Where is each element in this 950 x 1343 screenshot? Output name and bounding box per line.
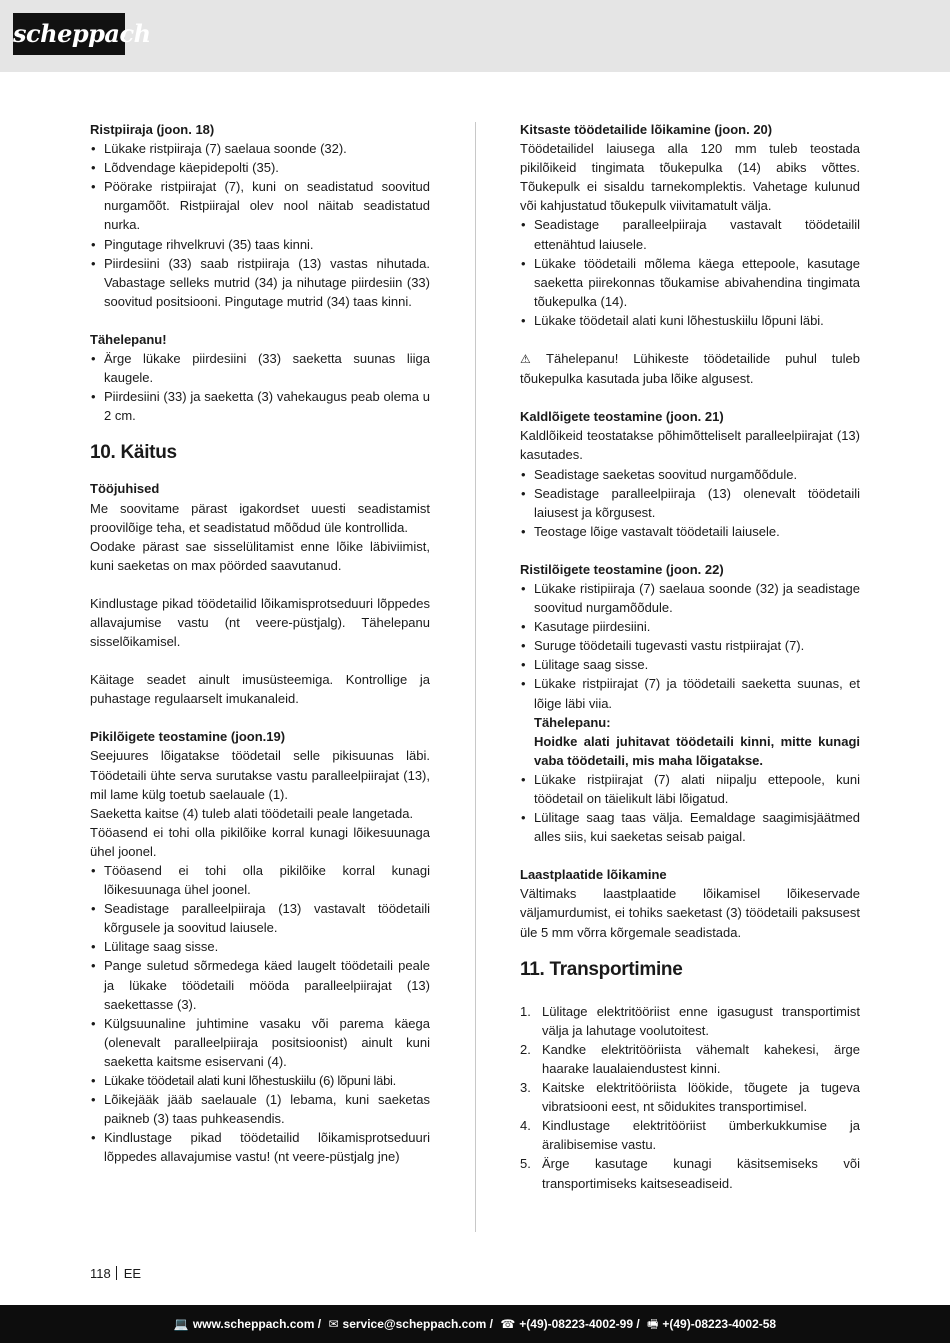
header-bar	[0, 0, 950, 72]
cross-cuts-heading: Ristilõigete teostamine (joon. 22)	[520, 561, 724, 577]
paragraph: Seejuures lõigatakse töödetail selle pikisuunas läbi. Töödetaili ühte serva surutakse vastu paralleelpiirajat (13), mil lame külg toetub saelauale (1).	[90, 748, 430, 802]
list-item: • Lükake ristpiirajat (7) ja töödetaili saeketta suunas, et lõige läbi viia. Tähelepanu: Hoidke alati juhitavat töödetaili kinni, mitte kunagi vaba töödetaili, mis maha lõigatakse.	[520, 674, 860, 769]
paragraph: Oodake pärast sae sisselülitamist enne lõike läbiviimist, kuni saeketas on max pöörded saavutanud.	[90, 538, 430, 573]
phone-number: +(49)-08223-4002-99 /	[519, 1317, 640, 1331]
list-item: • Lõdvendage käepidepolti (35).	[90, 158, 430, 177]
list-item: • Lükake ristipiiraja (7) saelaua soonde (32) ja seadistage soovitud nurgamõõdule.	[520, 579, 860, 617]
bevel-cuts-list	[520, 465, 860, 541]
column-divider	[475, 122, 476, 1232]
rip-fence-list	[90, 139, 430, 311]
list-item: • Suruge töödetaili tugevasti vastu ristpiirajat (7).	[520, 636, 860, 655]
language-code: EE	[123, 1266, 142, 1281]
paragraph: Kaldlõikeid teostatakse põhimõtteliselt paralleelpiirajat (13) kasutades.	[520, 428, 860, 463]
attention-heading: Tähelepanu!	[90, 331, 167, 347]
paragraph: Saeketta kaitse (4) tuleb alati töödetaili peale langetada.	[90, 805, 414, 821]
narrow-cuts-heading: Kitsaste töödetailide lõikamine (joon. 20)	[520, 122, 773, 137]
computer-icon: 💻	[173, 1317, 189, 1331]
attention-list	[90, 349, 430, 425]
paragraph: Käitage seadet ainult imusüsteemiga. Kontrollige ja puhastage regulaarselt imukanaleid.	[90, 672, 430, 707]
list-item: • Kasutage piirdesiini.	[520, 617, 860, 636]
left-column	[90, 120, 430, 1167]
list-item: • Lõikejääk jääb saelauale (1) lebama, kuni saeketas paikneb (3) taas puhkeasendis.	[90, 1090, 430, 1128]
page-number: 118 EE	[90, 1266, 142, 1281]
list-item: • Teostage lõige vastavalt töödetaili laiusele.	[520, 522, 860, 541]
paragraph: Kindlustage pikad töödetailid lõikamisprotseduuri lõppedes allavajumise vastu (nt veere-püstjalg). Tähelepanu sisselõikamisel.	[90, 595, 430, 650]
list-item: • Tööasend ei tohi olla pikilõike korral kunagi lõikesuunaga ühel joonel.	[90, 861, 430, 899]
list-item: • Lülitage saag taas välja. Eemaldage saagimisjäätmed alles siis, kui saeketas seisab paigal.	[520, 808, 860, 846]
rip-fence-heading: Ristpiiraja (joon. 18)	[90, 122, 215, 137]
warning-icon: ⚠	[520, 352, 543, 367]
fax-icon: 🖷	[647, 1317, 659, 1331]
long-cuts-list	[90, 861, 430, 1167]
transport-list	[520, 1002, 860, 1193]
right-column	[520, 120, 860, 1193]
section-heading-10: 10. Käitus	[90, 442, 177, 464]
list-item: • Lükake töödetail alati kuni lõhestuskiilu (6) lõpuni läbi.	[90, 1071, 430, 1090]
scheppach-logo: scheppach	[13, 13, 125, 55]
email-link[interactable]: service@scheppach.com /	[342, 1317, 493, 1331]
list-item: • Lükake töödetaili mõlema käega ettepoole, kasutage saeketta piirekonnas tõukamise abivahendina tingimata tõukepulka (14).	[520, 254, 860, 311]
list-item: • Pange suletud sõrmedega käed laugelt töödetaili peale ja lükake töödetaili mööda paralleelpiirajat (13) saekettasse (3).	[90, 956, 430, 1013]
list-item: • Pöörake ristpiirajat (7), kuni on seadistatud soovitud nurgamõõt. Ristpiirajal olev nool näitab seadistatud nurka.	[90, 177, 430, 234]
list-item: • Seadistage paralleelpiiraja (13) vastavalt töödetaili kõrgusele ja soovitud laiusele.	[90, 899, 430, 937]
list-item: 2. Kandke elektritööriista vähemalt kahekesi, ärge haarake laualaiendustest kinni.	[520, 1041, 860, 1076]
paragraph: Tööasend ei tohi olla pikilõike korral kunagi lõikesuunaga ühel joonel.	[90, 824, 430, 859]
list-item: 5. Ärge kasutage kunagi käsitsemiseks või transportimiseks kaitseseadiseid.	[520, 1156, 860, 1191]
paragraph: Me soovitame pärast igakordset uuesti seadistamist proovilõige teha, et seadistatud mõõdud üle kontrollida.	[90, 500, 430, 535]
warning-note: ⚠ Tähelepanu! Lühikeste töödetailide puhul tuleb tõukepulka kasutada juba lõike algusest.	[520, 351, 860, 387]
chipboard-heading: Laastplaatide lõikamine	[520, 867, 667, 883]
cross-cuts-list	[520, 579, 860, 846]
list-item: • Seadistage paralleelpiiraja (13) olenevalt töödetaili laiusest ja kõrgusest.	[520, 484, 860, 522]
narrow-cuts-list	[520, 215, 860, 330]
list-item: • Lükake töödetail alati kuni lõhestuskiilu lõpuni läbi.	[520, 311, 860, 330]
list-item: • Lülitage saag sisse.	[520, 655, 860, 674]
list-item: • Lükake ristpiiraja (7) saelaua soonde (32).	[90, 139, 430, 158]
list-item: • Lülitage saag sisse.	[90, 937, 430, 956]
list-item: • Piirdesiini (33) saab ristpiiraja (13) vastas nihutada. Vabastage selleks mutrid (34) ja nihutage piirdesiin (33) soovitud positsiooni. Pingutage mutrid (34) taas kinni.	[90, 254, 430, 311]
list-item: 4. Kindlustage elektritööriist ümberkukkumise ja äralibisemise vastu.	[520, 1118, 860, 1153]
long-cuts-heading: Pikilõigete teostamine (joon.19)	[90, 729, 286, 745]
list-item: • Lükake ristpiirajat (7) alati niipalju ettepoole, kuni töödetail on täielikult läbi lõigatud.	[520, 770, 860, 808]
section-heading-11: 11. Transportimine	[520, 958, 683, 980]
paragraph: Vältimaks laastplaatide lõikamisel lõikeservade väljamurdumist, ei tohiks saeketast (3) töödetaili paksusest üle 5 mm võrra kõrgemale seadistada.	[520, 886, 860, 940]
attention-label: Tähelepanu:	[534, 714, 611, 730]
footer-bar	[0, 1305, 950, 1343]
list-item: • Kindlustage pikad töödetailid lõikamisprotseduuri lõppedes allavajumise vastu! (nt veere-püstjalg jne)	[90, 1128, 430, 1166]
list-item: • Piirdesiini (33) ja saeketta (3) vahekaugus peab olema u 2 cm.	[90, 387, 430, 425]
list-item: 1. Lülitage elektritööriist enne igasugust transportimist välja ja lahutage voolutoitest.	[520, 1003, 860, 1038]
list-item: • Pingutage rihvelkruvi (35) taas kinni.	[90, 235, 430, 254]
website-link[interactable]: www.scheppach.com /	[192, 1317, 322, 1331]
list-item: • Seadistage saeketas soovitud nurgamõõdule.	[520, 465, 860, 484]
attention-text: Hoidke alati juhitavat töödetaili kinni, mitte kunagi vaba töödetaili, mis maha lõigatakse.	[534, 733, 860, 768]
list-item: • Seadistage paralleelpiiraja vastavalt töödetailil ettenähtud laiusele.	[520, 215, 860, 253]
work-instructions-heading: Tööjuhised	[90, 481, 160, 497]
phone-icon: ☎	[500, 1317, 516, 1331]
list-item: • Ärge lükake piirdesiini (33) saeketta suunas liiga kaugele.	[90, 349, 430, 387]
mail-icon: ✉	[328, 1317, 339, 1331]
bevel-cuts-heading: Kaldlõigete teostamine (joon. 21)	[520, 409, 724, 425]
fax-number: +(49)-08223-4002-58	[662, 1317, 777, 1331]
list-item: 3. Kaitske elektritööriista löökide, tõugete ja tugeva vibratsiooni eest, nt sõidukites transportimisel.	[520, 1080, 860, 1115]
paragraph: Töödetailidel laiusega alla 120 mm tuleb teostada pikilõikeid tingimata tõukepulka (14) abiks võttes. Tõukepulk ei sisaldu tarnekomplektis. Vahetage kulunud või kahjustatud tõukepulk viivitamatult välja.	[520, 141, 860, 214]
list-item: • Külgsuunaline juhtimine vasaku või parema käega (olenevalt paralleelpiiraja positsioonist) ainult kuni saeketta kaitsme esiservani (4).	[90, 1014, 430, 1071]
